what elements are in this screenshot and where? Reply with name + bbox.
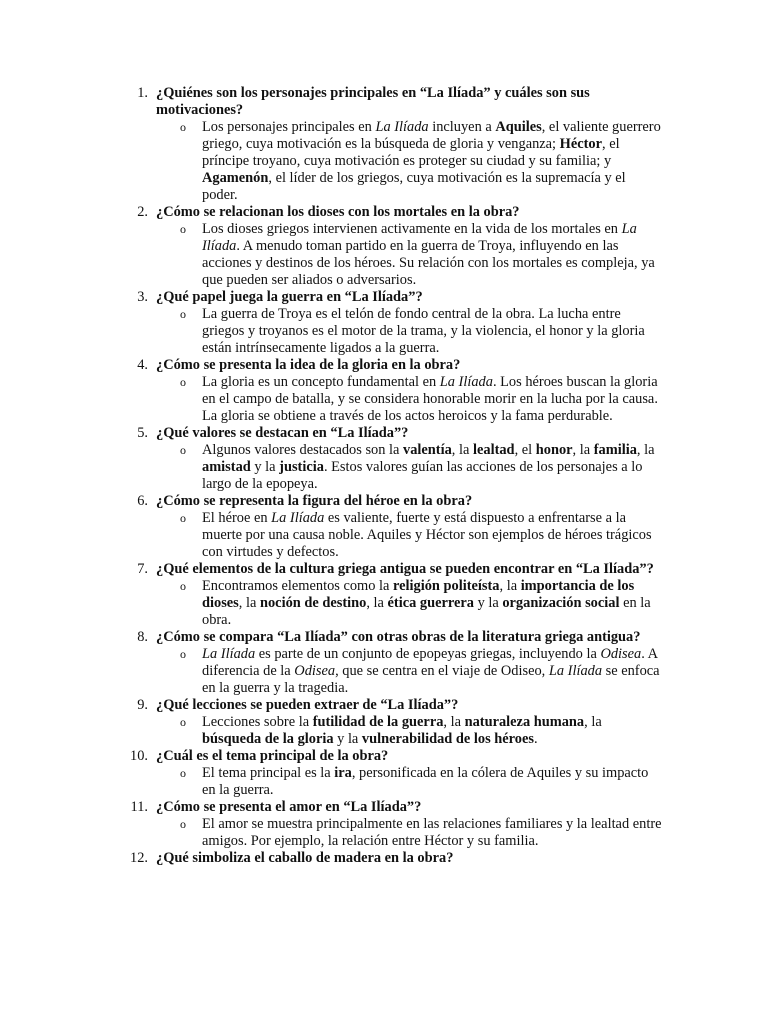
- answer-text: . Estos valores guían las acciones de los personajes a lo largo de la epopeya.: [202, 459, 643, 492]
- answer-text: El tema principal es la: [202, 765, 335, 781]
- question-number: 1.: [137, 85, 148, 101]
- answer-text: , la: [443, 714, 465, 730]
- answer-text: Los personajes principales en: [202, 119, 376, 135]
- question-item: [0, 493, 768, 510]
- question-item: [0, 850, 768, 867]
- question-number: 7.: [137, 561, 148, 577]
- answer-item: [0, 646, 768, 697]
- answer-text: , el valiente guerrero griego, cuya motivación es la búsqueda de gloria y venganza;: [202, 119, 661, 152]
- question-item: [0, 799, 768, 816]
- question-text: ¿Cómo se presenta el amor en “La Ilíada”?: [156, 799, 422, 815]
- answer-text: se enfoca en la guerra y la tragedia.: [202, 663, 660, 696]
- question-number: 3.: [137, 289, 148, 305]
- answer-text: , la: [238, 595, 260, 611]
- question-item: [0, 85, 768, 119]
- bullet-icon: o: [180, 375, 186, 389]
- answer-text: , personificada en la cólera de Aquiles y su impacto en la guerra.: [202, 765, 649, 798]
- question-item: [0, 204, 768, 221]
- answer-text: , la: [499, 578, 521, 594]
- question-number: 2.: [137, 204, 148, 220]
- answer-text: El amor se muestra principalmente en las relaciones familiares y la lealtad entre amigos. Por ejemplo, la relación entre Héctor y su familia.: [202, 816, 662, 849]
- answer-text: La guerra de Troya es el telón de fondo central de la obra. La lucha entre griegos y troyanos es el motor de la trama, y la violencia, el honor y la gloria están intrínsecamente ligados a la guerra.: [202, 306, 645, 356]
- question-item: [0, 561, 768, 578]
- question-item: [0, 697, 768, 714]
- bold-term: Agamenón: [202, 170, 269, 186]
- question-number: 6.: [137, 493, 148, 509]
- answer-text: y la: [333, 731, 362, 747]
- question-item: [0, 425, 768, 442]
- answer-text: , la: [366, 595, 388, 611]
- question-text: ¿Qué elementos de la cultura griega antigua se pueden encontrar en “La Ilíada”?: [156, 561, 654, 577]
- answer-item: [0, 306, 768, 357]
- answer-item: [0, 765, 768, 799]
- question-text: ¿Qué papel juega la guerra en “La Ilíada”?: [156, 289, 423, 305]
- question-text: ¿Quiénes son los personajes principales en “La Ilíada” y cuáles son sus motivaciones?: [156, 85, 590, 118]
- answer-text: , la: [572, 442, 594, 458]
- bold-term: valentía: [403, 442, 452, 458]
- bold-term: importancia de los dioses: [202, 578, 635, 611]
- question-item: [0, 357, 768, 374]
- answer-text: , el príncipe troyano, cuya motivación es proteger su ciudad y su familia; y: [202, 136, 620, 169]
- answer-item: [0, 374, 768, 425]
- question-text: ¿Cómo se presenta la idea de la gloria en la obra?: [156, 357, 461, 373]
- answer-text: es valiente, fuerte y está dispuesto a enfrentarse a la muerte por una causa noble. Aquiles y Héctor son ejemplos de héroes trágicos con virtudes y defectos.: [202, 510, 652, 560]
- question-text: ¿Cómo se representa la figura del héroe en la obra?: [156, 493, 473, 509]
- italic-title: La Ilíada: [202, 221, 637, 254]
- answer-item: [0, 578, 768, 629]
- italic-title: La Ilíada: [375, 119, 429, 135]
- bullet-icon: o: [180, 443, 186, 457]
- question-item: [0, 629, 768, 646]
- question-number: 9.: [137, 697, 148, 713]
- question-text: ¿Cómo se relacionan los dioses con los mortales en la obra?: [156, 204, 520, 220]
- bullet-icon: o: [180, 579, 186, 593]
- question-number: 12.: [130, 850, 148, 866]
- answer-text: , el líder de los griegos, cuya motivación es la supremacía y el poder.: [202, 170, 626, 203]
- bold-term: búsqueda de la gloria: [202, 731, 334, 747]
- answer-text: . A menudo toman partido en la guerra de Troya, influyendo en las acciones y destinos de los héroes. Su relación con los mortales es compleja, ya que pueden ser aliados o adversarios.: [202, 238, 655, 288]
- answer-text: , la: [451, 442, 473, 458]
- answer-item: [0, 510, 768, 561]
- bold-term: Héctor: [559, 136, 602, 152]
- answer-text: , la: [584, 714, 602, 730]
- bullet-icon: o: [180, 120, 186, 134]
- question-number: 10.: [130, 748, 148, 764]
- answer-text: .: [533, 731, 538, 747]
- answer-text: , la: [636, 442, 655, 458]
- bullet-icon: o: [180, 766, 186, 780]
- bold-term: honor: [535, 442, 573, 458]
- question-text: ¿Qué valores se destacan en “La Ilíada”?: [156, 425, 409, 441]
- answer-item: [0, 119, 768, 204]
- bold-term: familia: [593, 442, 637, 458]
- bullet-icon: o: [180, 647, 186, 661]
- italic-title: La Ilíada: [548, 663, 603, 679]
- answer-text: incluyen a: [428, 119, 496, 135]
- answer-text: Algunos valores destacados son la: [202, 442, 404, 458]
- bullet-icon: o: [180, 511, 186, 525]
- bold-term: vulnerabilidad de los héroes: [361, 731, 534, 747]
- question-item: [0, 748, 768, 765]
- italic-title: Odisea: [600, 646, 642, 662]
- answer-text: Lecciones sobre la: [202, 714, 313, 730]
- answer-text: . Los héroes buscan la gloria en el campo de batalla, y se considera honorable morir en la lucha por la causa. La gloria se obtiene a través de los actos heroicos y la fama perdurable.: [202, 374, 658, 424]
- question-text: ¿Qué simboliza el caballo de madera en la obra?: [156, 850, 454, 866]
- bullet-icon: o: [180, 307, 186, 321]
- bullet-icon: o: [180, 817, 186, 831]
- answer-text: Los dioses griegos intervienen activamente en la vida de los mortales en: [202, 221, 622, 237]
- answer-text: y la: [473, 595, 503, 611]
- bullet-icon: o: [180, 715, 186, 729]
- question-number: 8.: [137, 629, 148, 645]
- question-number: 5.: [137, 425, 148, 441]
- question-text: ¿Cómo se compara “La Ilíada” con otras obras de la literatura griega antigua?: [156, 629, 641, 645]
- question-list: [0, 85, 768, 867]
- bold-term: naturaleza humana: [464, 714, 585, 730]
- answer-text: , que se centra en el viaje de Odiseo,: [335, 663, 549, 679]
- answer-text: y la: [250, 459, 280, 475]
- answer-text: Encontramos elementos como la: [202, 578, 394, 594]
- question-text: ¿Qué lecciones se pueden extraer de “La Ilíada”?: [156, 697, 459, 713]
- answer-item: [0, 714, 768, 748]
- bold-term: noción de destino: [259, 595, 367, 611]
- bold-term: Aquiles: [495, 119, 542, 135]
- bold-term: religión politeísta: [393, 578, 500, 594]
- question-number: 4.: [137, 357, 148, 373]
- bold-term: justicia: [279, 459, 324, 475]
- question-number: 11.: [130, 799, 148, 815]
- bold-term: ética guerrera: [387, 595, 474, 611]
- bold-term: lealtad: [472, 442, 515, 458]
- bold-term: organización social: [502, 595, 620, 611]
- answer-text: La gloria es un concepto fundamental en: [202, 374, 440, 390]
- answer-item: [0, 221, 768, 289]
- answer-text: , el: [514, 442, 536, 458]
- answer-text: El héroe en: [202, 510, 272, 526]
- italic-title: La Ilíada: [271, 510, 325, 526]
- answer-text: es parte de un conjunto de epopeyas griegas, incluyendo la: [255, 646, 601, 662]
- italic-title: La Ilíada: [439, 374, 493, 390]
- bullet-icon: o: [180, 222, 186, 236]
- answer-text: en la obra.: [202, 595, 651, 628]
- italic-title: La Ilíada: [202, 646, 256, 662]
- answer-item: [0, 816, 768, 850]
- answer-text: . A diferencia de la: [202, 646, 658, 679]
- bold-term: amistad: [202, 459, 251, 475]
- bold-term: futilidad de la guerra: [312, 714, 444, 730]
- question-text: ¿Cuál es el tema principal de la obra?: [156, 748, 389, 764]
- answer-item: [0, 442, 768, 493]
- italic-title: Odisea: [294, 663, 336, 679]
- question-item: [0, 289, 768, 306]
- bold-term: ira: [334, 765, 352, 781]
